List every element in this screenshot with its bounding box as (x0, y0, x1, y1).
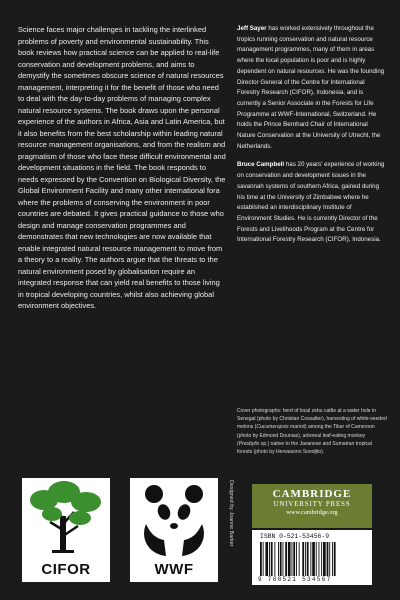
publisher-subtitle: UNIVERSITY PRESS (273, 500, 351, 508)
cifor-logo (22, 478, 110, 582)
publisher-url: www.cambridge.org (286, 509, 338, 516)
author-bio-sayer (237, 24, 387, 152)
author-bio-text: has 20 years' experience of working on conservation and development issues in the savannah systems of southern Africa, gained during his time at the University of Zimbabwe where he established an interdisciplinary Institute of Environment Studies. He is currently Director of the Forests and Livelihoods Program at the Centre for International Forestry Research (CIFOR), Indonesia. (237, 161, 385, 244)
author-bios (237, 24, 387, 254)
author-name: Bruce Campbell (237, 161, 285, 169)
author-name: Jeff Sayer (237, 25, 267, 32)
author-bio-campbell (237, 160, 387, 246)
credit-species: Presbytis (238, 440, 260, 447)
designer-credit: Designed by Joanne Barker (228, 480, 234, 547)
isbn-text: ISBN 0-521-53456-9 (260, 533, 330, 540)
cover-photo-credits (237, 407, 387, 456)
cifor-wordmark: CIFOR (41, 561, 91, 578)
barcode-digits: 9 780521 534567 (258, 576, 332, 583)
credit-text: Cover photographs: herd of local zebu cattle at a water hole in Senegal (photo by Christian Cossalter), harvesting of white-seeded melons ( (237, 408, 387, 431)
wwf-wordmark: WWF (154, 561, 194, 578)
barcode-panel (252, 530, 372, 585)
credit-text: ) among the Tikar of Cameroon (photo by Edmond Dounias), arboreal leaf-eating monkey ( (237, 424, 375, 447)
author-bio-text: has worked extensively throughout the tropics running conservation and natural resource management programmes, many of them in areas where the local population is poor and is highly dependent on natural resources. He was the founding Director General of the Centre for International Forestry Research (CIFOR), Indonesia, and is currently a Senior Associate in the Forests for Life Programme at WWF-International, Switzerland. He holds the Prince Bernhard Chair of International Nature Conservation at the University of Utrecht, the Netherlands. (237, 25, 385, 150)
barcode-icon (260, 542, 364, 576)
publisher-logo (252, 484, 372, 528)
credit-text: sp.) native to the Javanese and Sumatran tropical forests (photo by Herwasono Soedjito). (237, 440, 372, 456)
tree-icon (22, 478, 110, 556)
credit-species: Cucumeropsis mannii (256, 424, 305, 431)
book-description: Science faces major challenges in tackling the interlinked problems of poverty and environmental sustainability. This book reviews how practical science can be applied to real-life conservation and development problems, and aims to demystify the sometimes obscure science of natural resources management, interpreting it for the benefit of those who need to deal with the day-to-day problems of managing complex natural resource systems. The book draws upon the personal experience of the authors in Africa, Asia and Latin America, but it also benefits from the best scholarship within leading natural resource management organisations, and from the realism and pragmatism of those who face these difficult environmental and development situations in the field. The book responds to needs expressed by the Convention on Biological Diversity, the Global Environment Facility and many other international fora where the problems of conserving the environment in poor countries are debated. It gives practical guidance to those who design and manage conservation programmes and demonstrates that new technologies are now available that enable integrated natural resource management to move from a theory to a reality. The authors argue that the threats to the natural environment posed by globalisation require an integrated response that can yield real benefits to those living in tropical developing countries, whilst also achieving global environment objectives. (18, 25, 226, 310)
panda-icon (130, 478, 218, 560)
publisher-name: CAMBRIDGE (272, 488, 352, 500)
wwf-logo (130, 478, 218, 582)
